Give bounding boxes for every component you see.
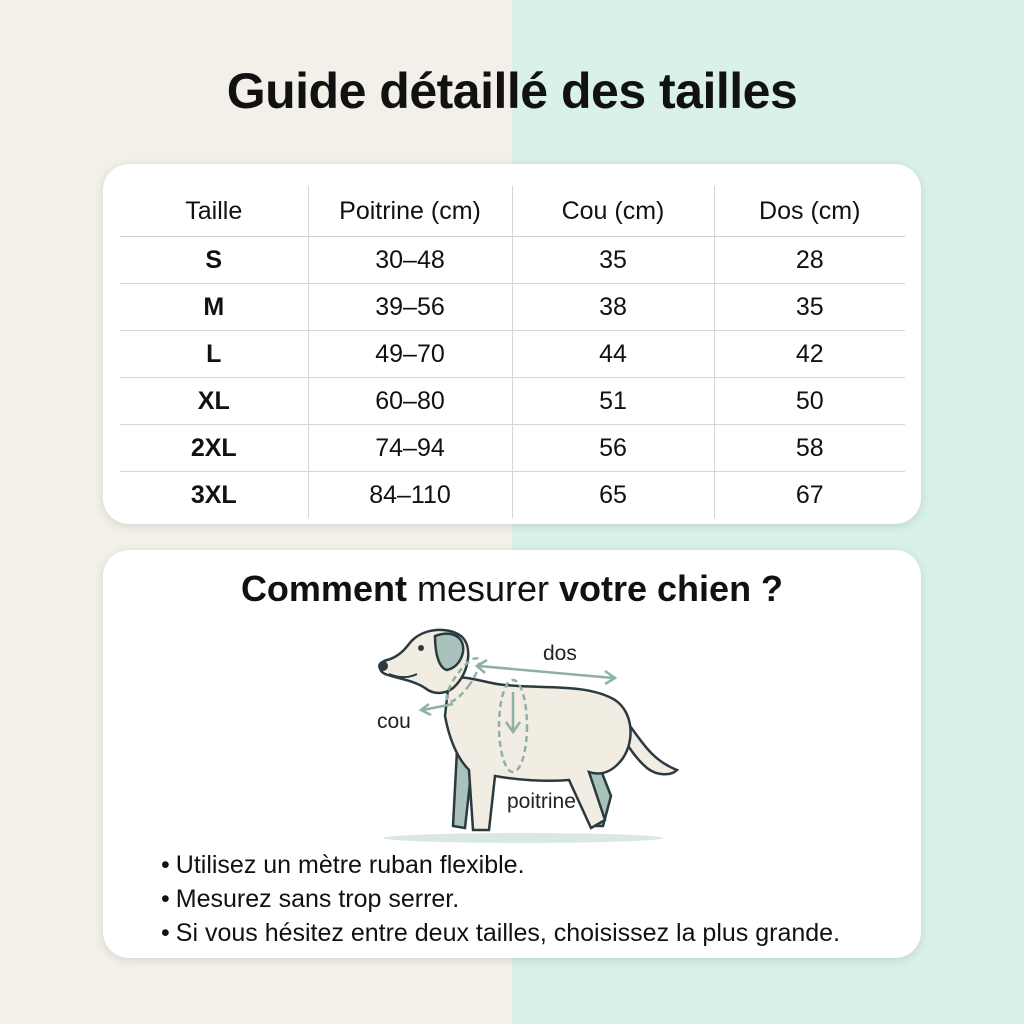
size-cell: XL xyxy=(120,378,308,425)
table-row xyxy=(120,378,905,425)
list-item: • Utilisez un mètre ruban flexible. xyxy=(161,848,840,882)
list-item: • Si vous hésitez entre deux tailles, choisissez la plus grande. xyxy=(161,916,840,950)
column-header-neck: Cou (cm) xyxy=(512,186,714,237)
chest-cell: 39–56 xyxy=(308,284,512,331)
neck-cell: 56 xyxy=(512,425,714,472)
back-cell: 58 xyxy=(714,425,905,472)
back-label: dos xyxy=(543,642,577,665)
back-measure-line xyxy=(479,666,613,678)
column-header-size: Taille xyxy=(120,186,308,237)
size-cell: S xyxy=(120,237,308,284)
chest-cell: 84–110 xyxy=(308,472,512,519)
dog-nose xyxy=(378,661,388,671)
neck-cell: 38 xyxy=(512,284,714,331)
neck-cell: 51 xyxy=(512,378,714,425)
size-cell: 2XL xyxy=(120,425,308,472)
list-item: • Mesurez sans trop serrer. xyxy=(161,882,840,916)
size-table-card xyxy=(103,164,921,524)
size-cell: 3XL xyxy=(190,480,237,509)
measuring-guide-title: Comment mesurer votre chien ? xyxy=(240,568,784,609)
table-row xyxy=(120,284,905,331)
tips-list xyxy=(161,848,840,950)
back-cell: 28 xyxy=(714,237,905,284)
size-cell: M xyxy=(120,284,308,331)
column-header-back: Dos (cm) xyxy=(714,186,905,237)
dog-illustration xyxy=(365,620,695,850)
column-header-chest: Poitrine (cm) xyxy=(308,186,512,237)
chest-cell: 30–48 xyxy=(308,237,512,284)
neck-cell: 65 xyxy=(512,472,714,519)
back-cell: 67 xyxy=(714,472,905,519)
chest-label: poitrine xyxy=(507,790,576,813)
size-table xyxy=(120,186,905,518)
chest-cell: 74–94 xyxy=(308,425,512,472)
table-header-row xyxy=(120,186,905,237)
ground-shadow xyxy=(383,833,663,843)
neck-cell: 44 xyxy=(512,331,714,378)
back-cell: 42 xyxy=(714,331,905,378)
neck-cell: 35 xyxy=(512,237,714,284)
size-cell: L xyxy=(120,331,308,378)
table-row xyxy=(120,331,905,378)
back-cell: 50 xyxy=(714,378,905,425)
table-row xyxy=(120,425,905,472)
dog-eye xyxy=(418,645,424,651)
neck-label: cou xyxy=(377,710,411,733)
chest-cell: 49–70 xyxy=(308,331,512,378)
measuring-guide-card xyxy=(103,550,921,958)
page-title: Guide détaillé des tailles xyxy=(226,63,798,119)
back-cell: 35 xyxy=(714,284,905,331)
chest-cell: 60–80 xyxy=(308,378,512,425)
table-row xyxy=(120,237,905,284)
table-row xyxy=(120,472,905,519)
